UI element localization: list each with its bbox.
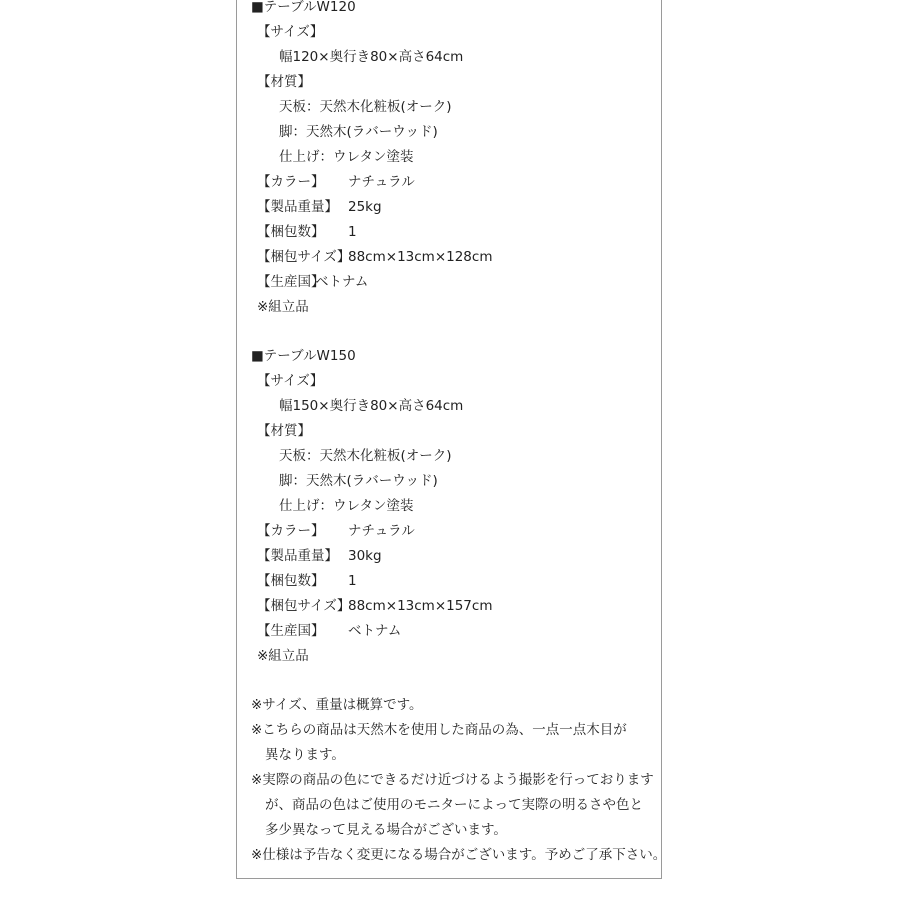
material-legs: 脚：天然木(ラバーウッド) [279,124,438,140]
color-label: 【カラー】 [257,523,325,539]
section-heading-w120: ■テーブルW120 [251,0,356,15]
package-size-value: 88cm×13cm×128cm [348,249,493,265]
packages-value: 1 [348,573,357,589]
note-wood-grain-cont: 異なります。 [265,747,345,763]
color-row [257,522,415,540]
material-label: 【材質】 [257,423,311,439]
package-size-label: 【梱包サイズ】 [257,598,351,614]
note-wood-grain: ※こちらの商品は天然木を使用した商品の為、一点一点木目が [251,722,627,738]
package-size-row [257,248,493,266]
size-label: 【サイズ】 [257,24,324,40]
packages-row [257,572,357,590]
material-finish: 仕上げ：ウレタン塗装 [279,498,414,514]
weight-label: 【製品重量】 [257,548,338,564]
note-color-cont1: が、商品の色はご使用のモニターによって実際の明るさや色と [265,797,643,813]
packages-value: 1 [348,224,357,240]
package-size-label: 【梱包サイズ】 [257,249,351,265]
material-finish: 仕上げ：ウレタン塗装 [279,149,414,165]
material-label: 【材質】 [257,74,311,90]
origin-label: 【生産国】 [257,274,325,290]
packages-label: 【梱包数】 [257,573,325,589]
color-row [257,173,415,191]
weight-row [257,547,382,565]
spec-panel [236,0,667,879]
note-approximate: ※サイズ、重量は概算です。 [251,697,423,713]
weight-label: 【製品重量】 [257,199,338,215]
note-color: ※実際の商品の色にできるだけ近づけるよう撮影を行っております [251,772,654,788]
material-top: 天板：天然木化粧板(オーク) [279,448,452,464]
weight-value: 30kg [348,548,382,564]
weight-value: 25kg [348,199,382,215]
size-value: 幅150×奥行き80×高さ64cm [279,398,464,414]
size-label: 【サイズ】 [257,373,324,389]
color-value: ナチュラル [348,523,415,539]
package-size-row [257,597,493,615]
weight-row [257,198,382,216]
origin-row [257,622,402,640]
packages-row [257,223,357,241]
origin-value: ベトナム [315,274,369,290]
color-value: ナチュラル [348,174,415,190]
note-spec-change: ※仕様は予告なく変更になる場合がございます。予めご了承下さい。 [251,847,667,863]
color-label: 【カラー】 [257,174,325,190]
material-top: 天板：天然木化粧板(オーク) [279,99,452,115]
material-legs: 脚：天然木(ラバーウッド) [279,473,438,489]
origin-label: 【生産国】 [257,623,325,639]
assembly-note: ※組立品 [257,299,309,315]
packages-label: 【梱包数】 [257,224,325,240]
origin-value: ベトナム [348,623,402,639]
package-size-value: 88cm×13cm×157cm [348,598,493,614]
size-value: 幅120×奥行き80×高さ64cm [279,49,464,65]
assembly-note: ※組立品 [257,648,309,664]
section-heading-w150: ■テーブルW150 [251,348,356,364]
note-color-cont2: 多少異なって見える場合がございます。 [265,822,507,838]
origin-row [257,273,369,291]
